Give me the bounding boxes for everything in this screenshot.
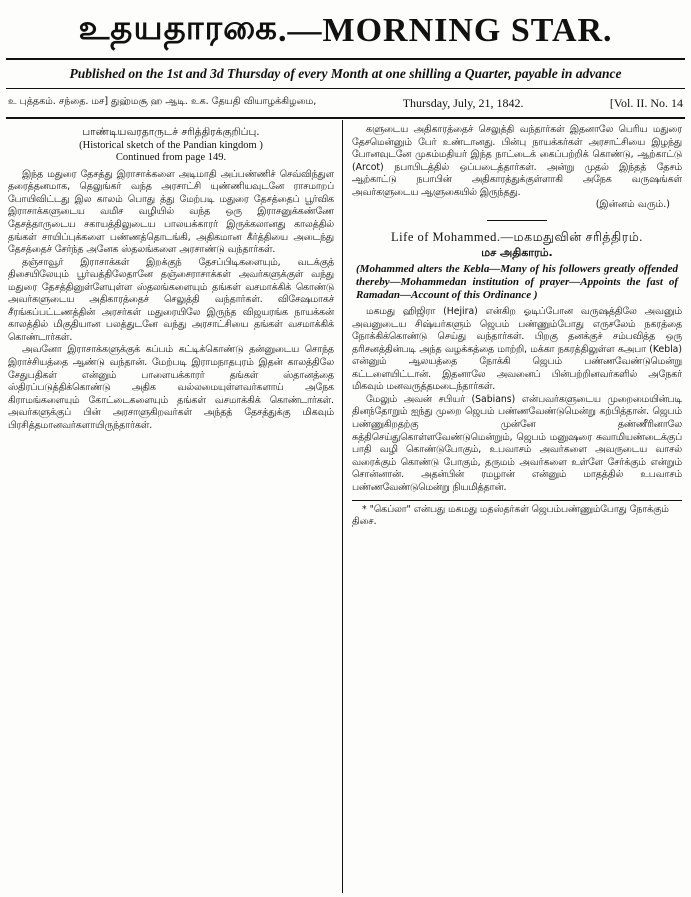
chapter-summary: (Mohammed alters the Kebla—Many of his followers greatly offended thereby—Mohammedan institution of prayer—Appoints the fast of Ramadan—Account of this Ordinance ): [356, 263, 678, 302]
article-paragraph: மேலும் அவன் சபியர் (Sabians) என்பவர்களுடைய முறைமையின்படி தினந்தோறும் ஐந்து முறை ஜெபம் பண்ணவேண்டுமென்று கற்பித்தான். ஜெபம் பண்ணுகிறதற்கு முன்னே தண்ணீரினாலே சுத்திசெய்துகொள்ளவேண்டுமென்றும், ஜெபம் மனுஷரை சுவாமியண்டைக்குப் பாதி வழி கொண்டுபோகும், உபவாசம் அவர்களை அவருடைய வாசல் வரைக்கும் கொண்டு போகும், தருமம் அவர்களை உள்ளே சேர்க்கும் என்றும் சொன்னான். அதன்பின் ரமழான் என்னும் மாதத்தில் உபவாசம் பண்ணவேண்டுமென்று நியமித்தான்.: [352, 393, 682, 493]
dateline: [8, 96, 683, 111]
dateline-date: Thursday, July, 21, 1842.: [402, 96, 524, 110]
chapter-heading: மச அதிகாரம்.: [481, 246, 553, 260]
masthead-english-title: MORNING STAR.: [322, 12, 613, 49]
publication-subtitle: Published on the 1st and 3d Thursday of every Month at one shilling a Quarter, payable in advance: [69, 66, 622, 81]
masthead: [8, 6, 683, 56]
section-divider: [487, 220, 547, 221]
column-divider: [342, 120, 343, 893]
footnote-rule: [352, 500, 682, 501]
subtitle-rule: [6, 88, 685, 89]
left-paragraph: இந்த மதுரை தேசத்து இராசாக்களை அடிமாதி அப்பண்ணிச் செவ்விந்துள தரைத்தனமாக, தெலுங்கர் வந்த அரசாட்சி யுண்ணியவுடனே ராசமாறப் போயிவிட்டது இல காலம் பொது த்து மேற்படி மதுரை தேசத்தைப் பூர்விக இராசாக்களுடைய வமிச வழியில் வந்த ஒரு இராசனுக்கண்ணே தேசத்தாருடைய சகாயத்திலுடைய பாலயக்காரர் இருக்கலானது காலத்தில் தங்கள் சாயிப்புக்களை பண்ணத்தொடங்கி, அதிகமான கீர்த்தியை அடைந்து தேசத்தைச் சேர்ந்த அனேக ஸ்தலங்களை அரசாண்டு வந்தார்கள்.: [8, 168, 334, 256]
article-paragraph: மகமது ஹிஜிரா (Hejira) என்கிற ஓடிப்போன வருஷத்திலே அவனும் அவனுடைய சிஷ்யர்களும் ஜெபம் பண்ணும்போது எருசலேம் நகரத்தை நோக்கிக்கொண்டு செய்து வந்தார்கள். பிறகு தனக்குச் சம்பவித்த ஒரு தரிசனத்தின்படி அந்த வழக்கத்தை மாற்றி, மக்கா நகரத்திலுள்ள கஅபா (Kebla) என்னும் ஆலயத்தை நோக்கி ஜெபம் பண்ணவேண்டுமென்று கட்டளையிட்டான். இதனாலே அவனைப் பின்பற்றினவர்களில் அநேகர் மிகவும் மனவருத்தமடைந்தார்கள்.: [352, 306, 682, 393]
dateline-tamil: உ புத்தகம். சந்தை. மச] துஹ்மசூ ஹ ஆடி. உக. தேயதி வியாழக்கிழமை,: [8, 96, 317, 107]
left-column: [8, 124, 334, 891]
right-paragraph: களுடைய அதிகாரத்தைச் செலுத்தி வந்தார்கள் இதனாலே பெரிய மதுரை தேசமென்னும் பேர் உண்டானது. பின்பு நாயக்கர்கள் அரசாட்சியை இழந்து போனவுடனே முகம்மதியர் இந்த நாட்டைக் கைப்பற்றிக் கொண்டு, ஆற்காட்டு (Arcot) நபாபிடத்தில் ஒப்படைத்தார்கள். அன்று முதல் இந்தத் தேசம் ஆற்காட்டு நபாபின் அதிகாரத்துக்குள்ளாகி அநேக வருஷங்கள் அவர்களுடைய ஆளுகையில் இருந்தது.: [352, 124, 682, 198]
section-title-tamil: பாண்டியவரதாருடச் சரித்திரக்குறிப்பு.: [82, 126, 260, 138]
masthead-separator: .—: [278, 12, 323, 49]
masthead-tamil-title: உதயதாரகை: [78, 10, 278, 47]
section-title-english: (Historical sketch of the Pandian kingdom ): [79, 139, 263, 151]
left-paragraph: தஞ்சாவூர் இராசாக்கள் இறக்குந் தேசப்பிடிகளையும், வடக்குத் திசையிலேயும் பூர்வத்திலேதானே தஞ்சைராசாக்கள் அவர்களுக்குள் வந்து மதுரை தேசத்தினுள்ளேயுள்ள ஸ்தலங்களையும் தங்கள் வசமாக்கிக் கொண்டு அவர்களுடைய அதிகாரத்தைச் செலுத்தி வந்தார்கள். விசேஷமாகச் சீரங்கப்பட்டணத்தின் அரசர்கள் மதுரையிலே இருந்த விஜயரங்க நாயக்கன் காலத்தில் மிகுதியான பலத்துடனே வந்து அரசாட்சியை தங்கள் வசமாக்கிக் கொண்டார்கள்.: [8, 256, 334, 343]
continued-note: Continued from page 149.: [115, 152, 227, 164]
right-column: [352, 124, 682, 891]
dateline-volume: [Vol. II. No. 14: [609, 96, 683, 110]
to-be-continued: (இன்னம் வரும்.): [595, 199, 670, 211]
left-paragraph: அவனோ இராசாக்களுக்குக் கப்பம் கட்டிக்கொண்டு தன்னுடைய சொந்த இராச்சியத்தை ஆண்டு வந்தான். மேற்படி இராமநாதபுரம் இதன் காலத்திலே சேதுபதிகள் என்னும் பாளையக்காரர் தங்கள் ஸ்தானத்தை ஸ்திரப்படுத்திக்கொண்டு அதிக வல்லமையுள்ளவர்களாய் அநேக கிராமங்களையும் கோட்டைகளையும் தங்கள் வசமாக்கிக் கொண்டார்கள். அவர்களுக்குப் பின் அரசாளுகிறவர்கள் அந்தத் தேசத்துக்கு மிகவும் பிரசித்தமானவர்களாயிருந்தார்கள்.: [8, 344, 334, 431]
article-title: Life of Mohammed.—மகமதுவின் சரித்திரம்.: [391, 229, 643, 244]
masthead-rule: [6, 58, 685, 60]
footnote: * "கெப்லா" என்பது மகமது மதஸ்தர்கள் ஜெபம்பண்ணும்போது நோக்கும் திசை.: [352, 504, 669, 528]
dateline-rule: [6, 117, 685, 119]
